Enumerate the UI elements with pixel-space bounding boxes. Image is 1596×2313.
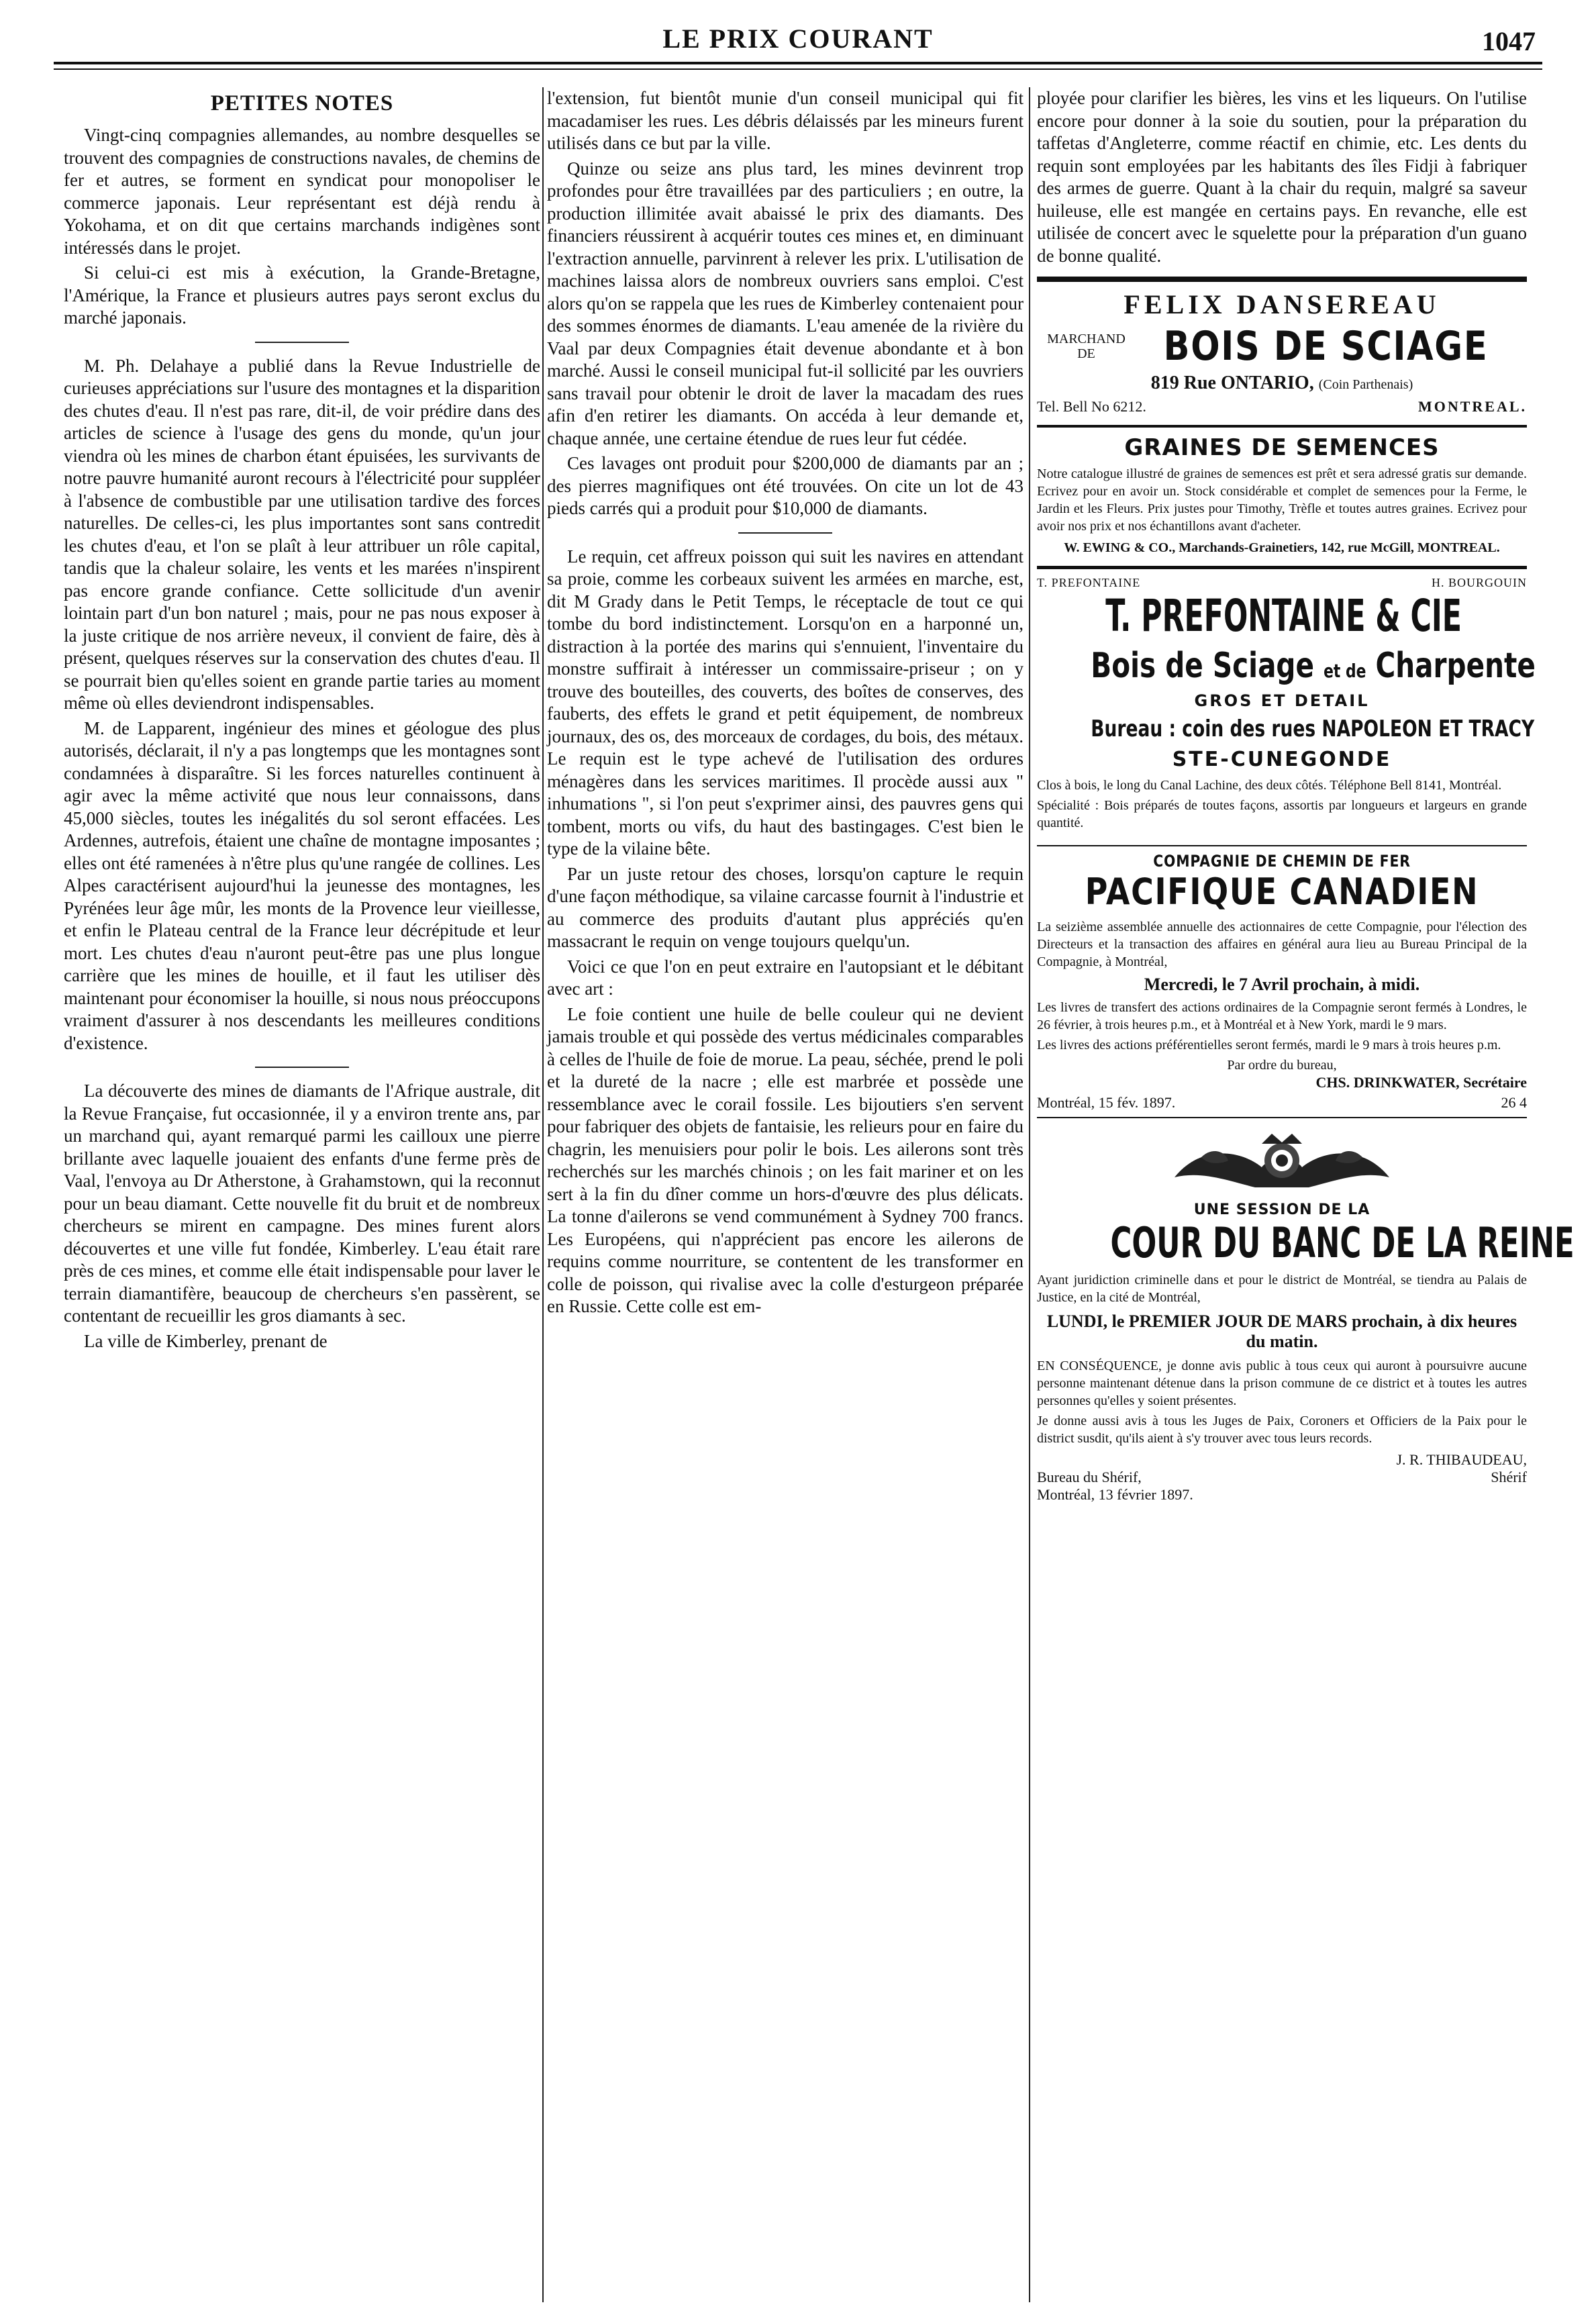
ad-marchand-label: MARCHAND [1047,332,1126,346]
ad-telephone: Tel. Bell No 6212. [1037,398,1146,415]
article-paragraph: Vingt-cinq compagnies allemandes, au nombre desquelles se trouvent des compagnies de constructions navales, de chemins de fer et autres, se forment en syndicat pour monopoliser le commerce japonais. Leur représentant est déjà rendu à Yokohama, et on dit que certains marchands indigènes sont intéressés dans le projet. [64,125,540,258]
ad-partner-names [1037,576,1527,590]
article-paragraph: M. Ph. Delahaye a publié dans la Revue Industrielle de curieuses appréciations sur l'usure des montagnes et la disparition des chutes d'eau. Il n'est pas rare, dit-il, de voir prédire dans des articles de science à l'usage des gens du monde, qu'un jour viendra où les mines de charbon étant épuisées, les survivants de notre pauvre humanité auront recours à l'électricité pour suppléer à l'absence de combustible par une utilisation tardive des forces naturelles. De celles-ci, les plus importantes sont sans contredit les chutes d'eau, et l'on se plaît à leur attribuer un rôle capital, tandis que la chaleur solaire, les vents et les marées n'inspirent pas encore grande confiance. Cette sollicitude d'un avenir lointain part d'un bon naturel ; mais, pour ne pas nous exposer à la juste critique de nos arrière neveux, il convient de faire, dès à présent, quelques réserves sur la conservation des chutes d'eau. Il se pourrait bien qu'elles soient en grande partie taries au moment même où elles deviendront indispensables. [64,355,540,713]
column-1 [64,87,540,1352]
article-paragraph: La découverte des mines de diamants de l'Afrique australe, dit la Revue Française, fut occasionnée, il y a environ trente ans, par un marchand qui, ayant remarqué parmi les cailloux une pierre brillante avec laquelle jouaient des enfants d'une ferme près de Vaal, l'envoya au Dr Atherstone, à Grahamstown, qui la reconnut pour un beau diamant. Cette nouvelle fit du bruit et de nombreux chercheurs se mirent en campagne. Des mines furent alors découvertes et une ville fut fondée, Kimberley. L'eau était rare près de ces mines, et comme elle était indispensable pour laver le terrain diamantifère, beaucoup de chercheurs s'en passèrent, se contentant de recueillir les gros diamants à sec. [64,1081,540,1326]
ad-city: MONTREAL. [1417,398,1527,415]
ad-text: Les livres des actions préférentielles seront fermés, mardi le 9 mars à trois heures p.m. [1037,1038,1501,1052]
ad-address [1037,373,1527,394]
ad-rule [1037,277,1527,282]
article-separator [255,1067,349,1068]
article-paragraph: Voici ce que l'on en peut extraire en l'autopsiant et le débitant avec art : [547,956,1024,999]
ad-meeting-date: Mercredi, le 7 Avril prochain, à midi. [1144,975,1420,994]
ad-cour-banc-reine [1037,1201,1575,1504]
ad-order: Par ordre du bureau, [1227,1058,1337,1073]
ad-rule [1037,845,1527,846]
header-rule-thick [54,62,1542,64]
article-paragraph: ployée pour clarifier les bières, les vins et les liqueurs. On l'utilise encore pour donner à la soie du soutien, pour la préparation du taffetas d'Angleterre, comme réactif en chimie, etc. Les dents du requin sont employées par les habitants des îles Fidji à fabriquer des armes de guerre. Quant à la chair du requin, malgré sa saveur huileuse, elle est mangée en certains pays. En revanche, elle est utilisée de concert avec le squelette pour la préparation d'un guano de bonne qualité. [1037,88,1527,266]
ad-signature: W. EWING & CO., Marchands-Grainetiers, 142, rue McGill, MONTREAL. [1064,540,1500,555]
ad-street: 819 Rue ONTARIO, [1150,373,1314,393]
ad-sherif-title: Shérif [1491,1469,1527,1485]
ad-graines-semences [1037,434,1527,556]
ad-code: 26 4 [1501,1094,1527,1111]
article-paragraph: La ville de Kimberley, prenant de [84,1330,328,1351]
ad-label: COMPAGNIE DE CHEMIN DE FER [1153,852,1411,871]
ad-de-label: DE [1077,346,1095,361]
column-2 [547,87,1024,1318]
ad-subtitle-et: et de [1324,660,1366,682]
ad-bureau: Bureau du Shérif, [1037,1469,1142,1485]
column-3 [1037,87,1575,1504]
ad-text: Je donne aussi avis à tous les Juges de Paix, Coroners et Officiers de la Paix pour le district susdit, qu'ils aient à s'y trouver avec tous leurs records. [1037,1414,1527,1446]
ad-signer: J. R. THIBAUDEAU, [1396,1451,1527,1468]
ad-text: Spécialité : Bois préparés de toutes façons, assortis par longueurs et largeurs en grande quantité. [1037,798,1527,830]
ad-place-date-row [1037,1094,1527,1112]
ad-contact-row [1037,398,1527,415]
article-paragraph: Quinze ou seize ans plus tard, les mines devinrent trop profondes pour être travaillées par des particuliers ; en outre, la production illimitée avait abaissé le prix des diamants. Des financiers réussirent à acquérir toutes ces mines et, en diminuant l'extraction annuelle, parvinrent à relever les prix. L'utilisation de machines laissa alors de nombreux ouvriers sans emploi. C'est alors qu'on se rappela que les rues de Kimberley contenaient pour des sommes énormes de diamants. L'eau amenée de la rivière du Vaal par deux Compagnies était devenue abondante et à bon marché. Aussi le conseil municipal fut-il sollicité par les ouvriers sans travail pour obtenir le droit de laver la macadam des rues afin d'en retirer les diamants. On accéda à leur demande et, chaque année, une certaine étendue de rues leur fut cédée. [547,158,1024,448]
ad-title: PACIFIQUE CANADIEN [1085,871,1479,913]
ad-text: Les livres de transfert des actions ordinaires de la Compagnie seront fermés à Londres, le 26 février, à trois heures p.m., et à Montréal et à New York, mardi le 9 mars. [1037,1000,1527,1032]
page-number: 1047 [1482,26,1536,56]
ad-bureau-row [1037,1469,1527,1486]
ad-rule [1037,425,1527,428]
ad-place-date: Montréal, 15 fév. 1897. [1037,1094,1176,1111]
article-separator [738,532,832,534]
ad-company-subtitle [1091,646,1536,686]
article-paragraph: M. de Lapparent, ingénieur des mines et géologue des plus autorisés, déclarait, il n'y a pas longtemps que les montagnes sont condamnées à disparaître. Si les forces naturelles continuent à agir avec la même activité que nous leur connaissons, dans 45,000 siècles, toutes les inégalités du sol seront effacées. Les Ardennes, autrefois, étaient une chaîne de montagne imposantes ; elles ont été ramenées à n'être plus qu'une rangée de collines. Les Alpes caractérisent aujourd'hui la jeunesse des montagnes, les Pyrénées leur âge mûr, les monts de la Provence leur vieillesse, et enfin le Plateau central de la France leur décrépitude et leur mort. Les chutes d'eau n'auront peut-être pas une plus longue carrière que les mines de houille, et il faut les utiliser dès maintenant pour économiser la houille, si nous nous préoccupons vraiment d'assurer à nos descendants les meilleures conditions d'existence. [64,718,540,1053]
ad-session-date: LUNDI, le PREMIER JOUR DE MARS prochain, à dix heures du matin. [1046,1312,1517,1351]
ad-label: UNE SESSION DE LA [1193,1201,1370,1218]
header-rule-thin [54,68,1542,70]
article-paragraph: Par un juste retour des choses, lorsqu'on capture le requin d'une façon méthodique, sa vilaine carcasse fournit à l'industrie et au commerce des produits d'autant plus appréciés qu'en massacrant le requin on venge toujours quelqu'un. [547,863,1024,951]
column-divider-2 [1029,87,1030,2302]
ad-partner-left: T. PREFONTAINE [1037,576,1141,589]
ad-marchand-de [1047,332,1126,361]
ad-subtitle-end: Charpente [1375,646,1536,686]
ad-merchant-name: FELIX DANSEREAU [1124,289,1440,319]
article-paragraph: Ces lavages ont produit pour $200,000 de diamants par an ; des pierres magnifiques ont été trouvées. On cite un lot de 43 pieds carrés qui a produit pour $10,000 de diamants. [547,453,1024,518]
page-header [54,20,1542,67]
newspaper-title: LE PRIX COURANT [662,23,934,54]
ad-title: GRAINES DE SEMENCES [1124,434,1440,461]
ad-headline-row [1037,323,1527,370]
ad-headline: BOIS DE SCIAGE [1163,323,1489,370]
ad-subtitle-main: Bois de Sciage [1091,646,1314,686]
ad-text: EN CONSÉQUENCE, je donne avis public à tous ceux qui auront à poursuivre aucune personne maintenant détenue dans la prison commune de ce district et à toutes les autres personnes qu'elles y soient présentes. [1037,1359,1527,1408]
column-divider-1 [542,87,544,2302]
ad-text: La seizième assemblée annuelle des actionnaires de cette Compagnie, pour l'élection des Directeurs et la transaction des affaires en général aura lieu au Bureau Principal de la Compagnie, à Montréal, [1037,920,1527,969]
ad-bureau: Bureau : coin des rues NAPOLEON ET TRACY [1091,716,1535,742]
ad-text: Notre catalogue illustré de graines de semences est prêt et sera adressé gratis sur demande. Ecrivez pour en avoir un. Stock considérable et complet de semences pour la Ferme, le Jardin et les Fleurs. Prix justes pour Timothy, Trèfle et toutes autres graines. Ecrivez pour avoir nos prix et nos échantillons avant d'acheter. [1037,466,1527,534]
ad-pacifique-canadien [1037,852,1527,1112]
ad-company-title: T. PREFONTAINE & CIE [1105,590,1462,642]
article-paragraph: Le requin, cet affreux poisson qui suit les navires en attendant sa proie, comme les corbeaux suivent les armées en marche, est, dit M Grady dans le Petit Temps, le réceptacle de tout ce qui tombe du bord indistinctement. Lorsqu'on en a harponné un, distraction à la portée des marins qui s'ennuient, l'inventaire du monstre suffirait à intéresser un commissaire-priseur ; on y trouve des bouteilles, des couverts, des boîtes de conserves, des fauberts, des effets le grand et petit équipement, de nombreux journaux, des os, des morceaux de cordages, du bois, des métaux. Le requin est le type achevé de l'utilisation des ordures ménagères dans les services maritimes. Il procède aussi aux " inhumations ", si l'on peut s'exprimer ainsi, des pauvres gens qui tombent, morts ou vifs, du haut des bastingages. C'est bien le type de la vilaine bête. [547,546,1024,858]
ad-signer: CHS. DRINKWATER, Secrétaire [1315,1074,1527,1091]
ad-rule [1037,1117,1527,1118]
article-paragraph: l'extension, fut bientôt munie d'un conseil municipal qui fit macadamiser les rues. Les débris délaissés par les mineurs furent utilisés dans ce but par la ville. [547,88,1024,153]
ad-text: Clos à bois, le long du Canal Lachine, des deux côtés. Téléphone Bell 8141, Montréal. [1037,778,1502,793]
article-separator [255,342,349,343]
ad-corner: (Coin Parthenais) [1318,377,1413,392]
ad-locality: STE-CUNEGONDE [1172,748,1392,771]
ad-date-row [1037,1486,1527,1504]
ad-prefontaine [1037,576,1536,832]
section-title-petites-notes: PETITES NOTES [210,91,394,115]
ad-title: COUR DU BANC DE LA REINE [1110,1218,1575,1267]
ad-text: Ayant juridiction criminelle dans et pour le district de Montréal, se tiendra au Palais de Justice, en la cité de Montréal, [1037,1273,1527,1305]
ad-gros-detail: GROS ET DETAIL [1194,691,1370,710]
article-paragraph: Le foie contient une huile de belle couleur qui ne devient jamais trouble et qui possède des vertus médicinales comparables à celles de l'huile de foie de morue. La peau, séchée, prend le poli et la dureté de la nacre ; elle est marbrée et possède une ressemblance avec le corail fossile. Les bijoutiers s'en servent pour fabriquer des objets de fantaisie, les relieurs pour en faire du chagrin, les menuisiers pour polir le bois. Les ailerons sont très recherchés sur les marchés chinois ; on les fait mariner et on les sert à la fin du dîner comme un hors-d'œuvre des plus délicats. La tonne d'ailerons se vend communément à Sydney 700 francs. Les Européens, qui n'apprécient pas encore les ailerons de requins comme nourriture, se contentent de les transformer en colle de poisson, qui rivalise avec la colle d'esturgeon préparée en Russie. Cette colle est em- [547,1003,1024,1316]
ad-date: Montréal, 13 février 1897. [1037,1486,1193,1503]
ad-partner-right: H. BOURGOUIN [1432,576,1527,589]
ad-felix-dansereau [1037,289,1527,415]
ad-rule [1037,566,1527,569]
royal-arms-ornament-icon [1161,1130,1403,1197]
article-paragraph: Si celui-ci est mis à exécution, la Grande-Bretagne, l'Amérique, la France et plusieurs autres pays seront exclus du marché japonais. [64,262,540,328]
